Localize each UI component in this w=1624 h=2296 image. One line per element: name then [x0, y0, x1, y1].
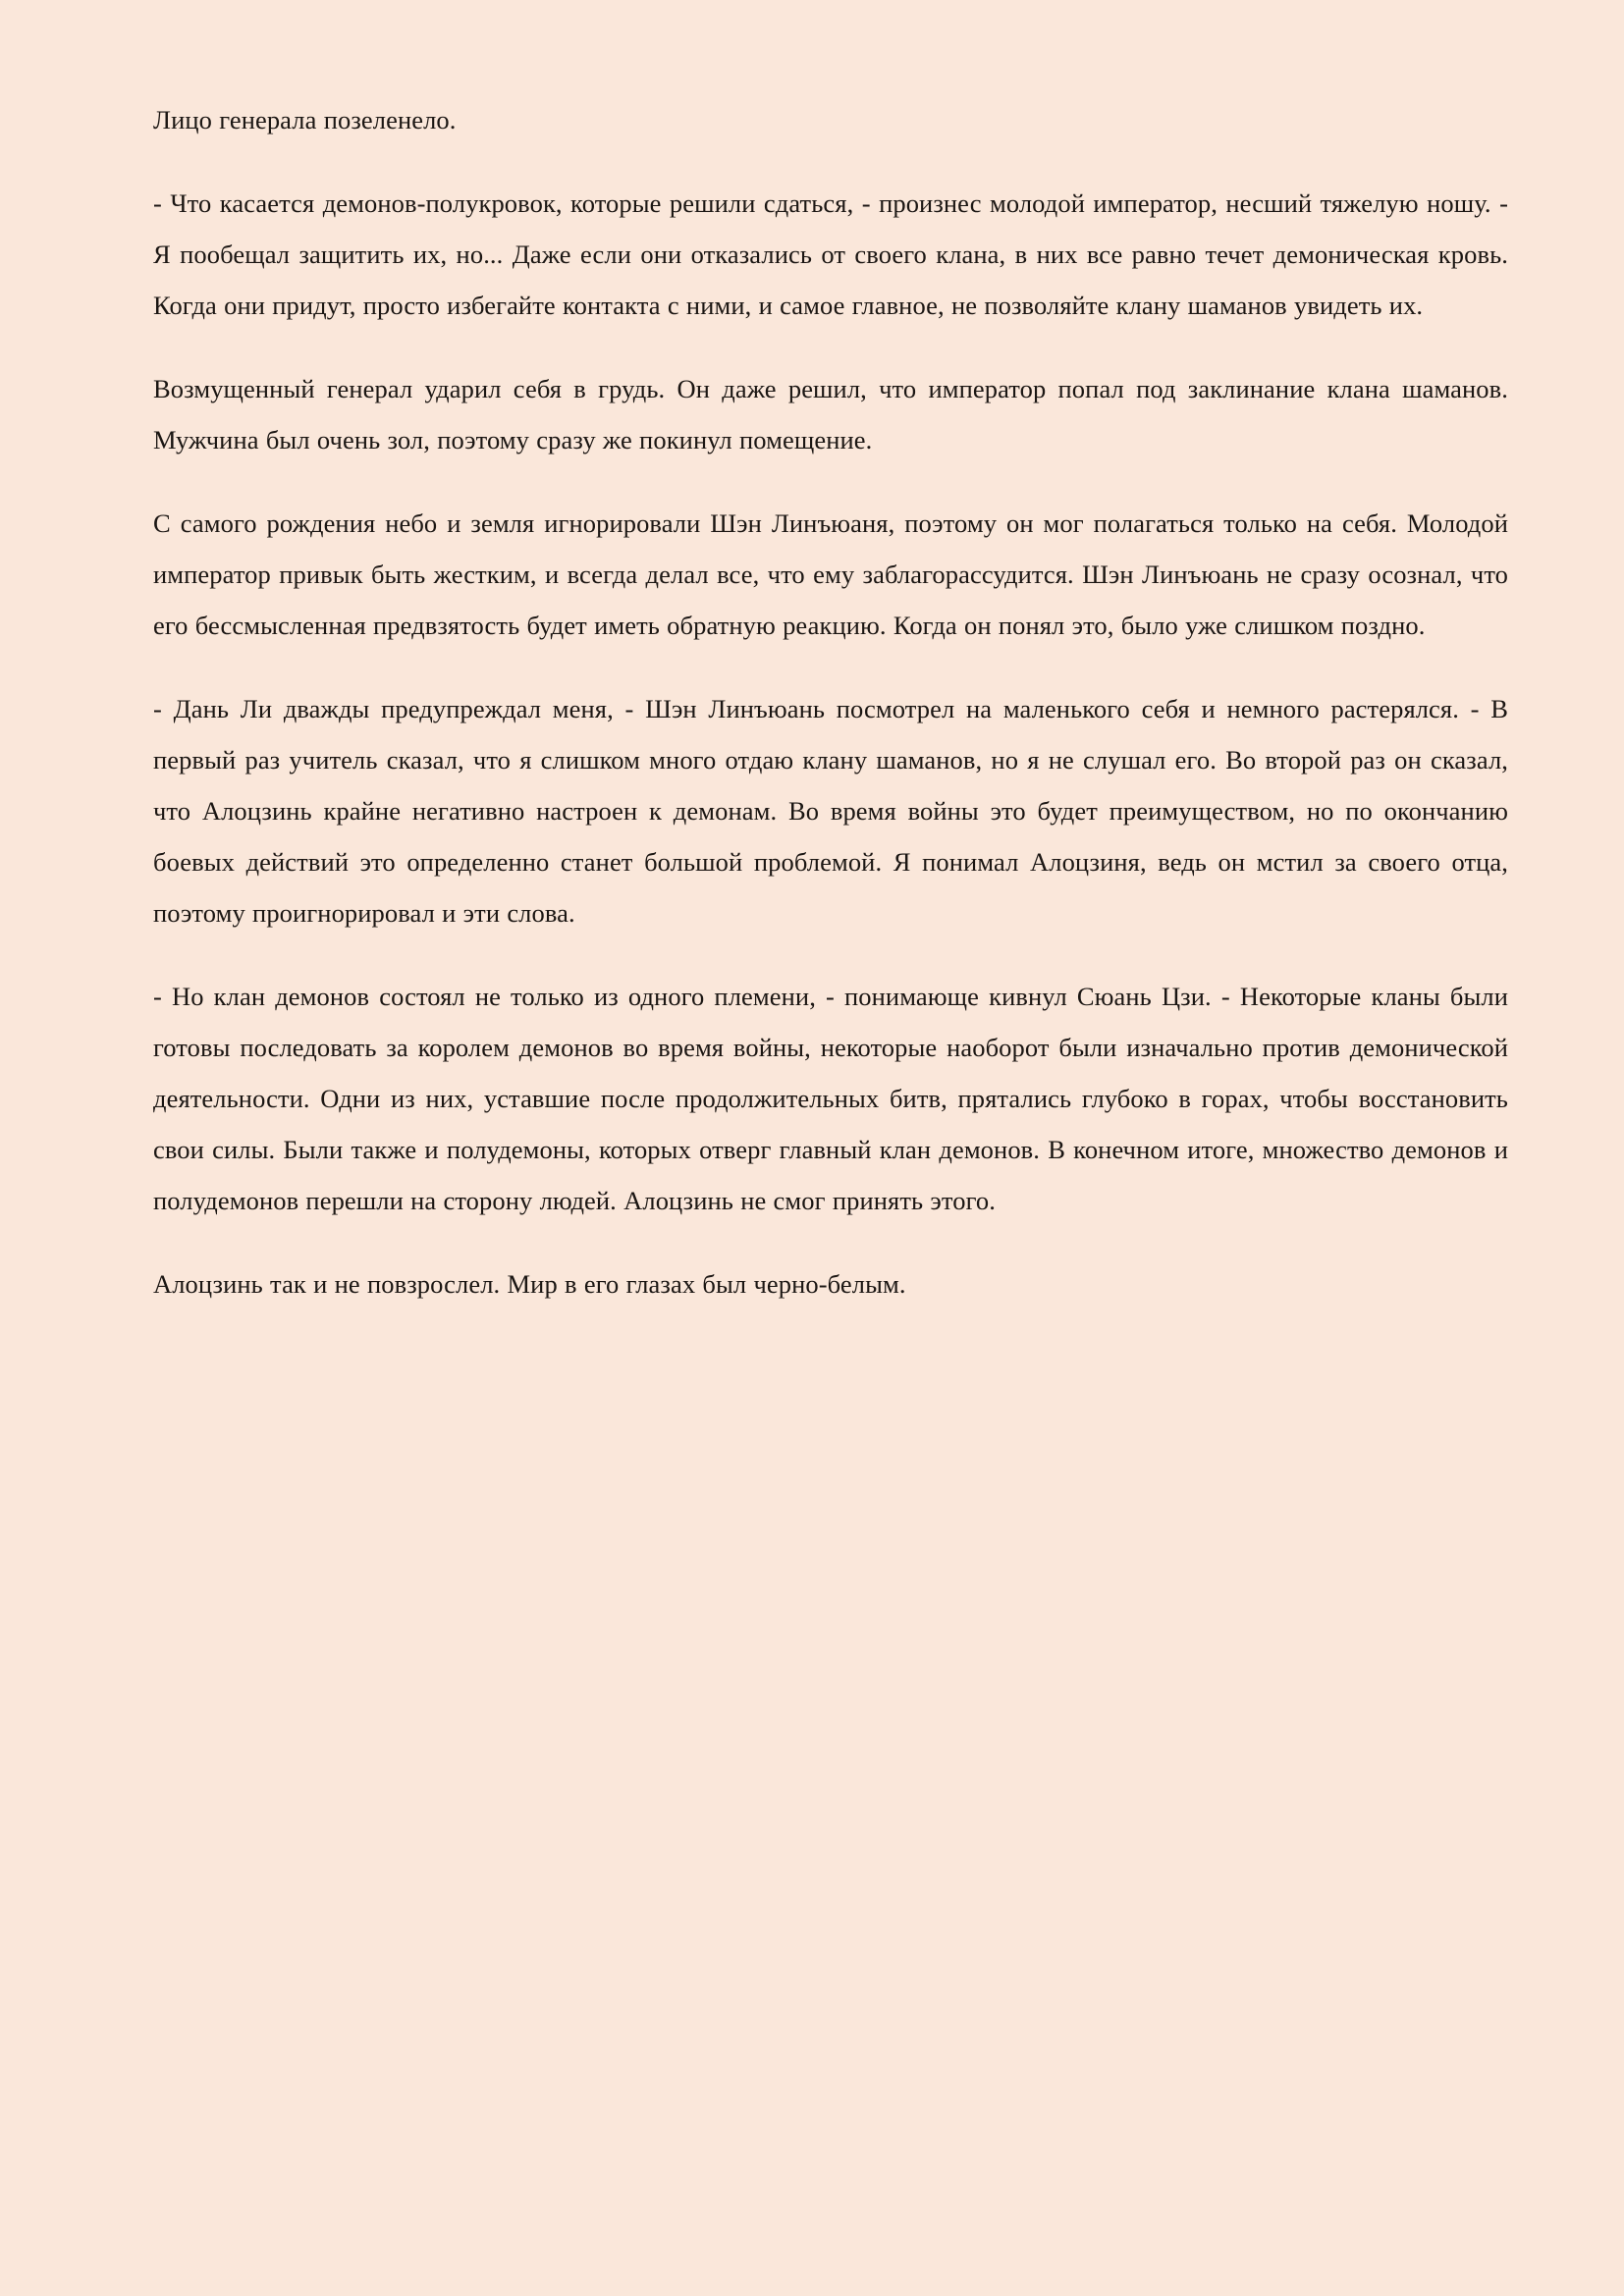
paragraph-4: С самого рождения небо и земля игнорировали Шэн Линъюаня, поэтому он мог полагаться только на себя. Молодой император привык быть жестким, и всегда делал все, что ему заблагорассудится. Шэн Линъюань не сразу осознал, что его бессмысленная предвзятость будет иметь обратную реакцию. Когда он понял это, было уже слишком поздно.	[153, 508, 1508, 640]
paragraph-7: Алоцзинь так и не повзрослел. Мир в его глазах был черно-белым.	[153, 1269, 906, 1299]
paragraph-2: - Что касается демонов-полукровок, которые решили сдаться, - произнес молодой император, несший тяжелую ношу. - Я пообещал защитить их, но... Даже если они отказались от своего клана, в них все равно течет демоническая кровь. Когда они придут, просто избегайте контакта с ними, и самое главное, не позволяйте клану шаманов увидеть их.	[153, 188, 1508, 320]
paragraph-3: Возмущенный генерал ударил себя в грудь. Он даже решил, что император попал под заклинание клана шаманов. Мужчина был очень зол, поэтому сразу же покинул помещение.	[153, 374, 1508, 454]
text-column	[153, 94, 1508, 1309]
paragraph-1: Лицо генерала позеленело.	[153, 105, 457, 134]
paragraph-5: - Дань Ли дважды предупреждал меня, - Шэн Линъюань посмотрел на маленького себя и немного растерялся. - В первый раз учитель сказал, что я слишком много отдаю клану шаманов, но я не слушал его. Во второй раз он сказал, что Алоцзинь крайне негативно настроен к демонам. Во время войны это будет преимуществом, но по окончанию боевых действий это определенно станет большой проблемой. Я понимал Алоцзиня, ведь он мстил за своего отца, поэтому проигнорировал и эти слова.	[153, 694, 1508, 928]
paragraph-6: - Но клан демонов состоял не только из одного племени, - понимающе кивнул Сюань Цзи. - Некоторые кланы были готовы последовать за королем демонов во время войны, некоторые наоборот были изначально против демонической деятельности. Одни из них, уставшие после продолжительных битв, прятались глубоко в горах, чтобы восстановить свои силы. Были также и полудемоны, которых отверг главный клан демонов. В конечном итоге, множество демонов и полудемонов перешли на сторону людей. Алоцзинь не смог принять этого.	[153, 982, 1508, 1215]
